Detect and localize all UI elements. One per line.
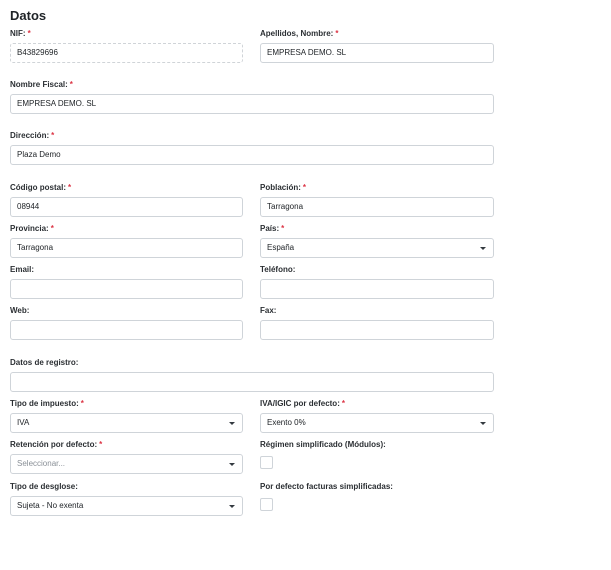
pais-field [260,223,494,258]
nombre-fiscal-label: Nombre Fiscal: [10,80,68,89]
regimen-simplificado-field [260,439,494,469]
apellidos-nombre-input[interactable]: EMPRESA DEMO. SL [260,43,494,63]
apellidos-nombre-field [260,28,494,63]
retencion-select[interactable] [10,454,243,474]
email-input[interactable] [10,279,243,299]
retencion-label: Retención por defecto: [10,440,98,449]
pais-select[interactable] [260,238,494,258]
telefono-field [260,264,494,299]
chevron-down-icon [229,463,235,466]
iva-igic-label: IVA/IGIC por defecto: [260,399,340,408]
codigo-postal-field [10,182,243,217]
tipo-desglose-select-value: Sujeta - No exenta [17,501,84,510]
web-field [10,305,243,340]
poblacion-input[interactable]: Tarragona [260,197,494,217]
web-label: Web: [10,306,30,315]
telefono-label: Teléfono: [260,265,296,274]
required-mark: * [51,131,55,140]
tipo-desglose-select[interactable] [10,496,243,516]
fax-input[interactable] [260,320,494,340]
pais-select-value: España [267,243,295,252]
codigo-postal-label: Código postal: [10,183,66,192]
required-mark: * [27,29,31,38]
retencion-select-placeholder: Seleccionar... [17,459,66,468]
regimen-simplificado-checkbox[interactable] [260,456,273,469]
direccion-field [10,130,494,165]
facturas-simplificadas-label: Por defecto facturas simplificadas: [260,482,393,491]
web-input[interactable] [10,320,243,340]
required-mark: * [69,80,73,89]
datos-registro-input[interactable] [10,372,494,392]
required-mark: * [50,224,54,233]
facturas-simplificadas-checkbox[interactable] [260,498,273,511]
provincia-label: Provincia: [10,224,49,233]
chevron-down-icon [229,422,235,425]
chevron-down-icon [480,247,486,250]
retencion-field [10,439,243,474]
required-mark: * [80,399,84,408]
poblacion-field [260,182,494,217]
tipo-desglose-field [10,481,243,516]
nombre-fiscal-field [10,79,494,114]
provincia-field [10,223,243,258]
tipo-impuesto-select-value: IVA [17,418,30,427]
poblacion-label: Población: [260,183,301,192]
direccion-input[interactable]: Plaza Demo [10,145,494,165]
required-mark: * [341,399,345,408]
pais-label: País: [260,224,280,233]
iva-igic-select-value: Exento 0% [267,418,306,427]
required-mark: * [335,29,339,38]
section-title: Datos [10,8,47,23]
codigo-postal-input[interactable]: 08944 [10,197,243,217]
datos-registro-field [10,357,494,392]
tipo-desglose-label: Tipo de desglose: [10,482,78,491]
nif-field [10,28,243,63]
nif-input[interactable]: B43829696 [10,43,243,63]
nombre-fiscal-input[interactable]: EMPRESA DEMO. SL [10,94,494,114]
tipo-impuesto-field [10,398,243,433]
email-field [10,264,243,299]
datos-registro-label: Datos de registro: [10,358,79,367]
required-mark: * [302,183,307,192]
email-label: Email: [10,265,35,274]
provincia-input[interactable]: Tarragona [10,238,243,258]
fax-label: Fax: [260,306,277,315]
required-mark: * [68,183,72,192]
iva-igic-field [260,398,494,433]
nif-label: NIF: [10,29,26,38]
required-mark: * [99,440,103,449]
tipo-impuesto-label: Tipo de impuesto: [10,399,79,408]
telefono-input[interactable] [260,279,494,299]
required-mark: * [281,224,285,233]
iva-igic-select[interactable] [260,413,494,433]
direccion-label: Dirección: [10,131,50,140]
tipo-impuesto-select[interactable] [10,413,243,433]
chevron-down-icon [229,505,235,508]
regimen-simplificado-label: Régimen simplificado (Módulos): [260,440,386,449]
chevron-down-icon [480,422,486,425]
fax-field [260,305,494,340]
apellidos-nombre-label: Apellidos, Nombre: [260,29,334,38]
facturas-simplificadas-field [260,481,494,511]
